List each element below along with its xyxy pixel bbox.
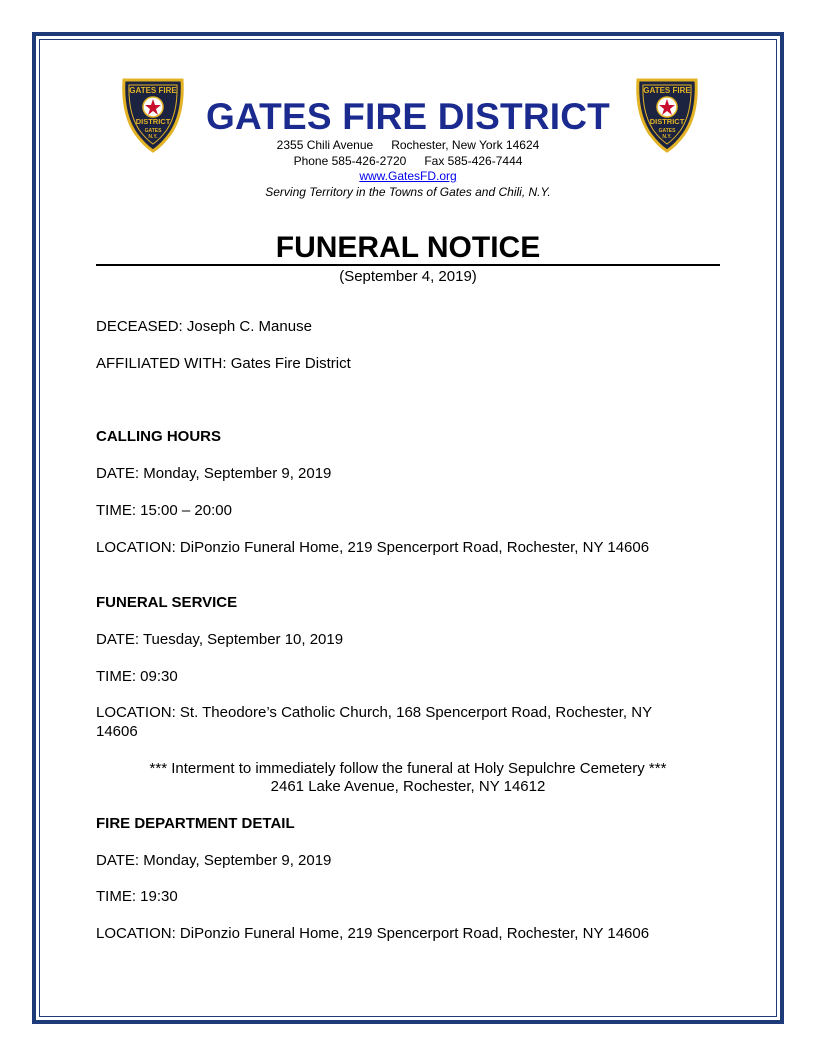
address-line: [0, 138, 816, 154]
funeral-service-time: TIME: 09:30: [96, 668, 178, 685]
calling-hours-heading: CALLING HOURS: [96, 428, 221, 445]
affiliated-line: AFFILIATED WITH: Gates Fire District: [96, 355, 351, 372]
contact-line: [0, 154, 816, 170]
letterhead: [0, 96, 816, 200]
notice-date: (September 4, 2019): [339, 268, 477, 285]
funeral-service-location-cont: 14606: [96, 723, 138, 740]
street-address: 2355 Chili Avenue: [276, 138, 374, 152]
funeral-service-heading: FUNERAL SERVICE: [96, 594, 238, 611]
calling-hours-time: TIME: 15:00 – 20:00: [96, 502, 232, 519]
serving-territory: Serving Territory in the Towns of Gates and Chili, N.Y.: [265, 184, 551, 199]
funeral-service-date: DATE: Tuesday, September 10, 2019: [96, 631, 344, 648]
badge-sub-text-2: N.Y.: [148, 134, 158, 140]
badge-sub-text-2: N.Y.: [662, 134, 672, 140]
interment-note: *** Interment to immediately follow the funeral at Holy Sepulchre Cemetery ***: [149, 760, 667, 777]
badge-sub-text: GATES: [144, 128, 162, 134]
badge-top-text: GATES FIRE: [129, 86, 177, 95]
badge-bottom-text: DISTRICT: [649, 117, 685, 126]
badge-sub-text: GATES: [658, 128, 676, 134]
fire-detail-heading: FIRE DEPARTMENT DETAIL: [96, 815, 295, 832]
fire-detail-date: DATE: Monday, September 9, 2019: [96, 852, 332, 869]
badge-top-text: GATES FIRE: [643, 86, 691, 95]
badge-bottom-text: DISTRICT: [135, 117, 171, 126]
deceased-line: DECEASED: Joseph C. Manuse: [96, 318, 312, 335]
organization-title: GATES FIRE DISTRICT: [206, 96, 610, 137]
funeral-service-location: LOCATION: St. Theodore’s Catholic Church, 168 Spencerport Road, Rochester, NY: [96, 704, 653, 721]
calling-hours-date: DATE: Monday, September 9, 2019: [96, 465, 332, 482]
interment-address: 2461 Lake Avenue, Rochester, NY 14612: [270, 778, 546, 795]
fire-detail-time: TIME: 19:30: [96, 888, 178, 905]
calling-hours-location: LOCATION: DiPonzio Funeral Home, 219 Spencerport Road, Rochester, NY 14606: [96, 539, 650, 556]
phone-number: Phone 585-426-2720: [293, 153, 407, 168]
fax-number: Fax 585-426-7444: [424, 153, 523, 168]
city-state-zip: Rochester, New York 14624: [391, 138, 540, 152]
fire-detail-location: LOCATION: DiPonzio Funeral Home, 219 Spencerport Road, Rochester, NY 14606: [96, 925, 650, 942]
notice-title: FUNERAL NOTICE: [96, 230, 720, 266]
website-link[interactable]: www.GatesFD.org: [359, 169, 457, 183]
